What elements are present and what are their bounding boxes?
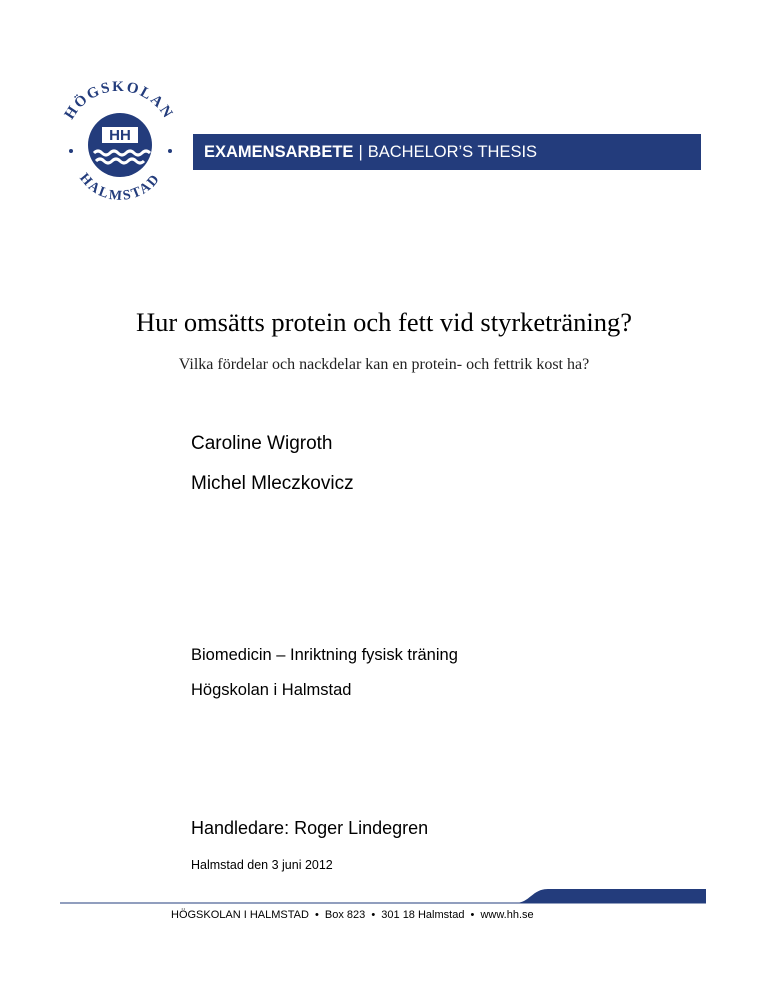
footer-address — [171, 909, 534, 921]
logo-right-dot — [168, 149, 172, 153]
logo-monogram: HH — [109, 127, 131, 144]
logo-emblem-circle — [88, 113, 152, 177]
banner-separator: | — [358, 142, 363, 161]
footer-website: www.hh.se — [480, 909, 534, 921]
university-logo — [54, 79, 184, 204]
footer-bullet: • — [470, 909, 475, 921]
date-line: Halmstad den 3 juni 2012 — [191, 858, 333, 872]
footer-divider-graphic — [60, 885, 706, 905]
logo-left-dot — [69, 149, 73, 153]
thesis-title: Hur omsätts protein och fett vid styrketräning? — [135, 307, 633, 337]
thesis-subtitle: Vilka fördelar och nackdelar kan en protein- och fettrik kost ha? — [178, 356, 590, 373]
footer-accent-shape — [515, 889, 706, 903]
footer-city: 301 18 Halmstad — [381, 909, 465, 921]
thesis-type-banner — [193, 134, 701, 170]
supervisor: Handledare: Roger Lindegren — [191, 818, 429, 838]
banner-text: BACHELOR’S THESIS — [367, 142, 538, 161]
program-name: Biomedicin – Inriktning fysisk träning — [191, 646, 458, 664]
author-name: Caroline Wigroth — [191, 433, 333, 454]
banner-bold-text: EXAMENSARBETE — [204, 142, 354, 161]
footer-org: HÖGSKOLAN I HALMSTAD — [171, 909, 309, 921]
footer-bullet: • — [371, 909, 376, 921]
logo-bottom-text: HALMSTAD — [76, 170, 164, 204]
footer-box: Box 823 — [324, 909, 366, 921]
footer-bullet: • — [315, 909, 319, 921]
author-name: Michel Mleczkovicz — [191, 473, 354, 494]
school-name: Högskolan i Halmstad — [191, 681, 352, 699]
logo-top-text: HÖGSKOLAN — [61, 79, 177, 123]
